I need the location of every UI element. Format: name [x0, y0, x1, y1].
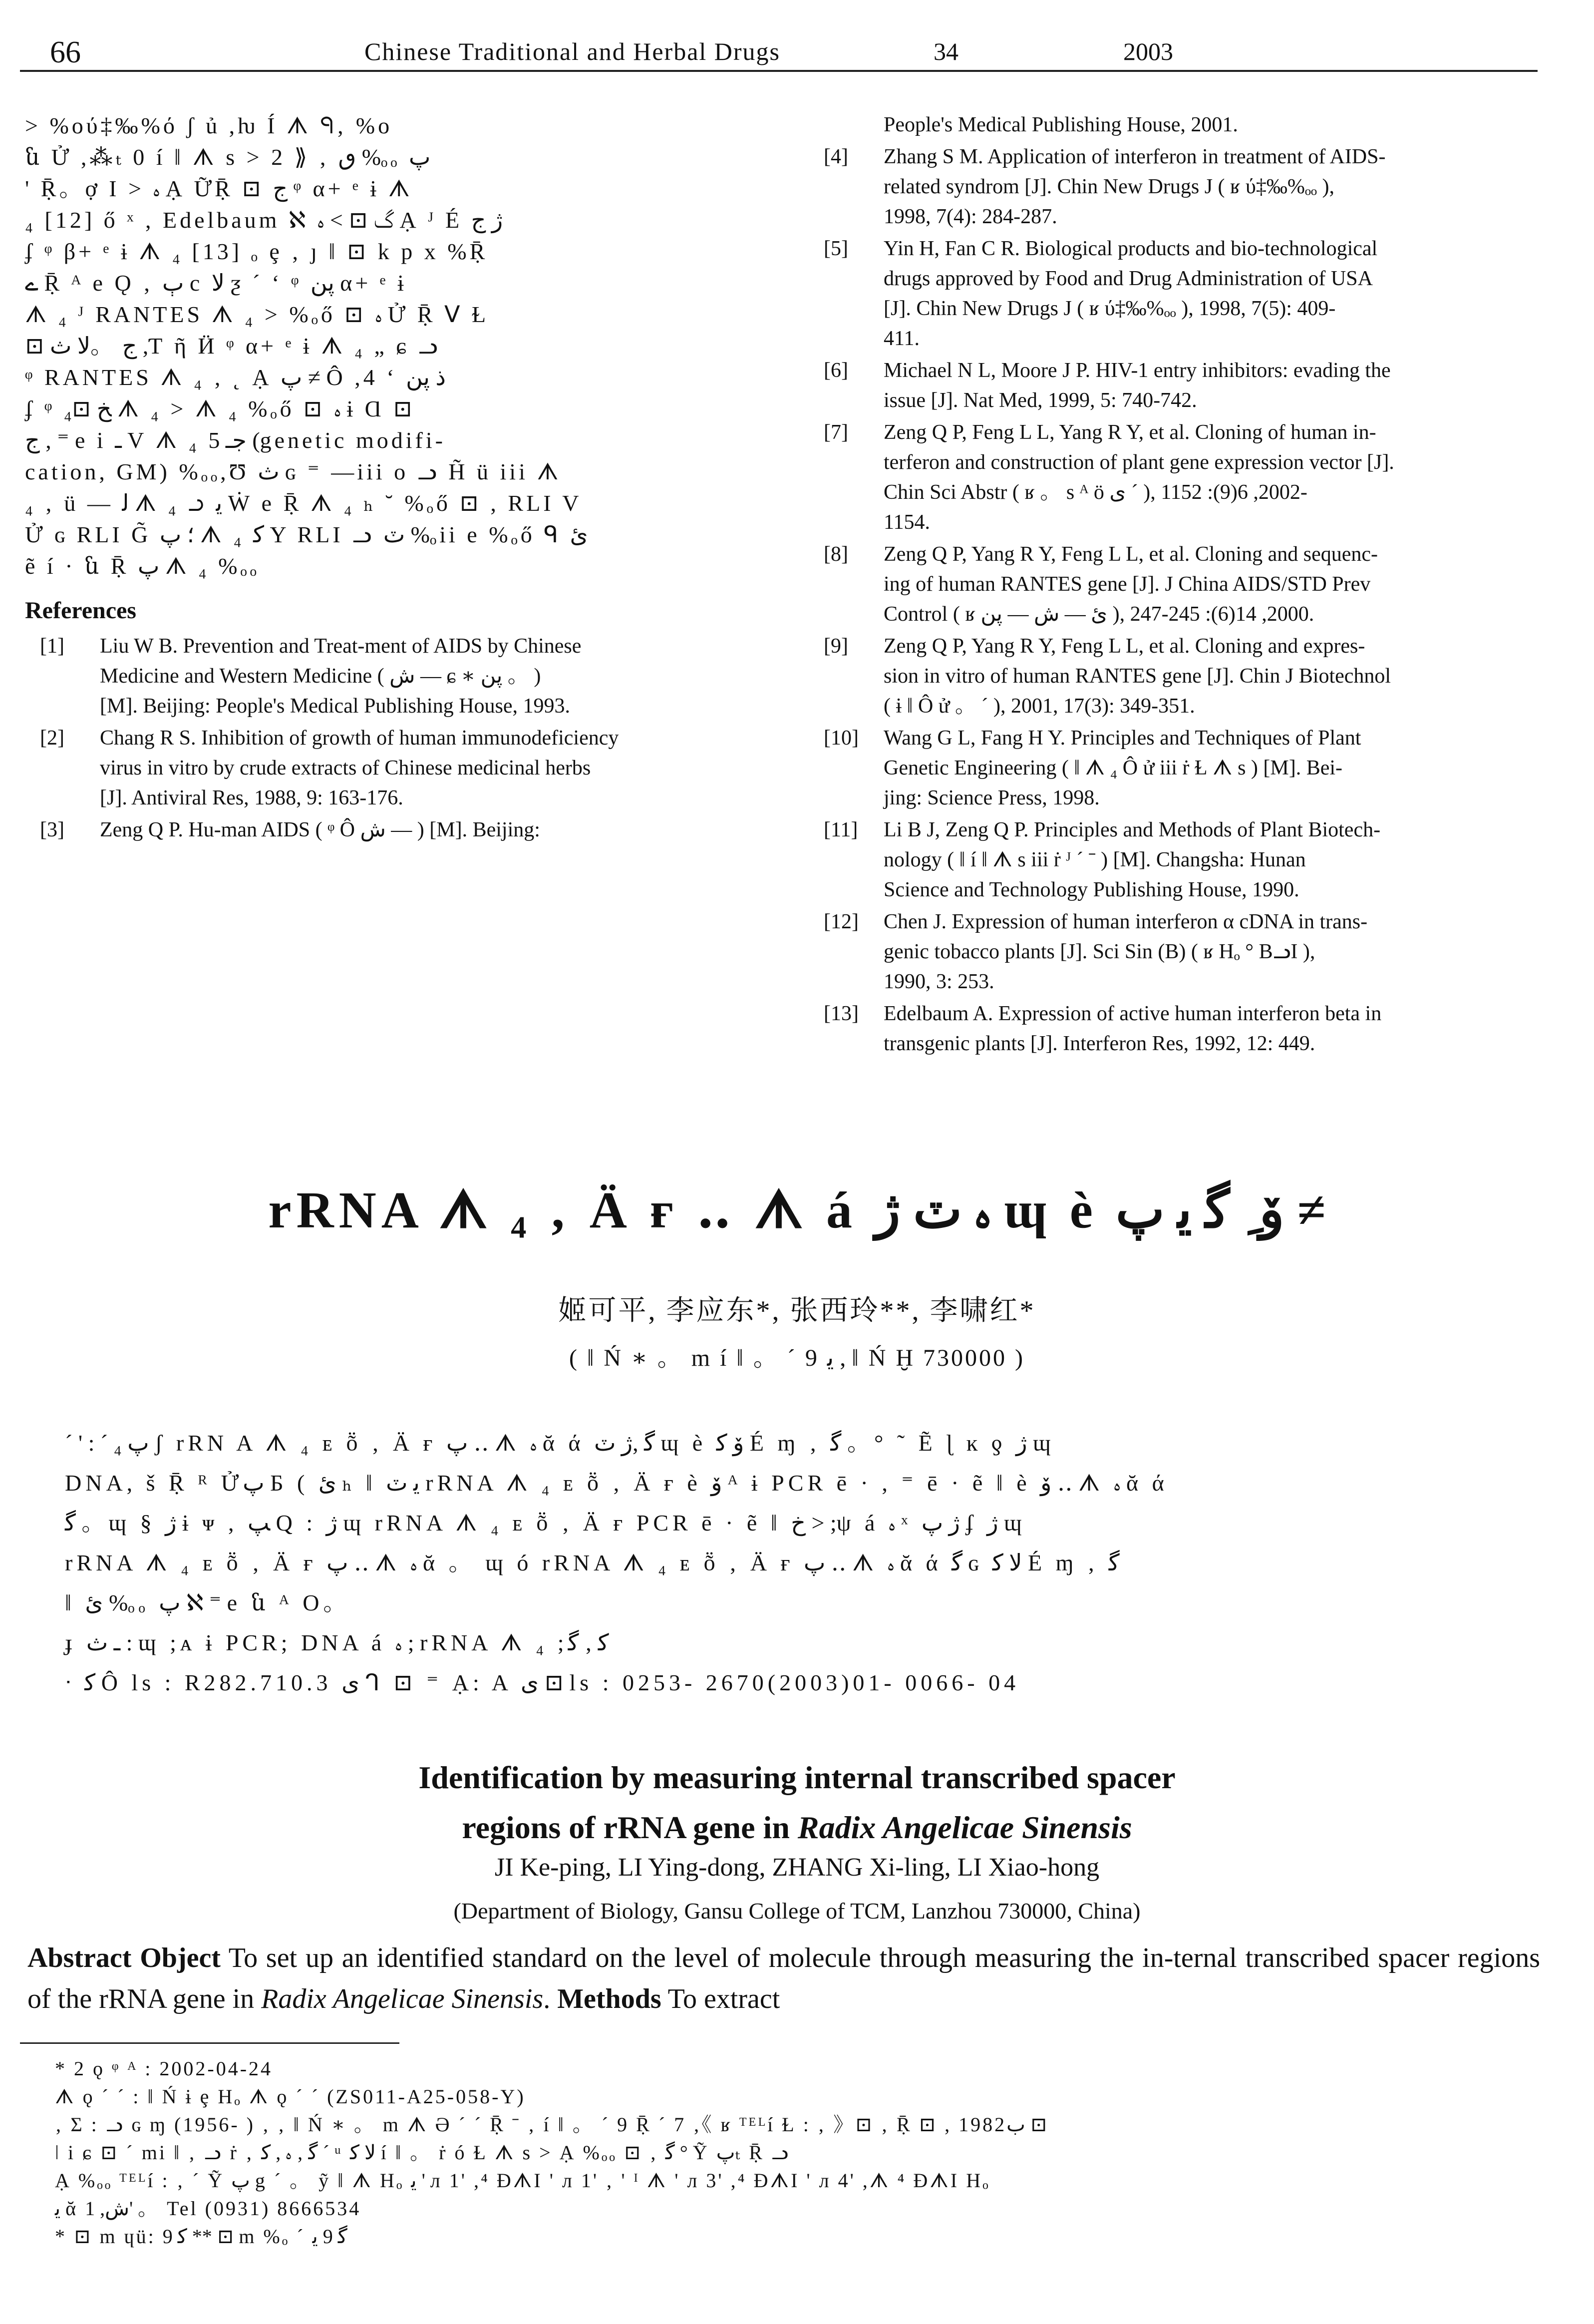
reference-number: [11] [824, 818, 858, 841]
footnote-line: ǀ i ɕ ⊡ ˊ mi ǁ ‚ ᓗ ṙ ‚ ﮔ ‚ ﮦ , ﮐ ˊ ᵘ ﻻ ﮐ í ǁ 。 ṙ ó Ɫ ᗑ s > Ạ %ₒₒ ⊡ ‚ ﮔ ° Ỹ پₜ Ṝ ᓗ [55, 2141, 790, 2164]
body-line: Ử ɢ RLI G̃ ؛ پ ᗑ ₄ ﮐ Y RLI ᓗ ٽ %ₒii e %ₒő ᑫ ئ [25, 522, 588, 547]
reference-number: [5] [824, 237, 848, 260]
reference-continuation: People's Medical Publishing House, 2001. [884, 113, 1238, 136]
title-en-line-1: Identification by measuring internal transcribed spacer [418, 1760, 1176, 1795]
footnote-line: * ⊡ m ɥü: ﮐ 9 ** ⊡ m %ₒ ˊ ﮔ 9 ﻳ [55, 2225, 347, 2248]
reference-line: 1998, 7(4): 284-287. [884, 205, 1057, 228]
journal-volume: 34 [934, 37, 958, 65]
reference-line: issue [J]. Nat Med, 1999, 5: 740-742. [884, 389, 1197, 412]
reference-item [809, 539, 1528, 629]
reference-number: [13] [824, 1002, 859, 1025]
body-line: ' Ṝ。ợ I > ﮦ Ạ ỮṜ ⊡ ج ᵠ α+ ᵉ ɨ ᗑ [25, 176, 413, 201]
reference-line: [J]. Antiviral Res, 1988, 9: 163-176. [100, 786, 403, 809]
affiliation-cn: ( ǁ Ń ∗ 。 m í ǁ 。 ˊ 9 ﻳ , ǁ Ń Ḫ 730000 ) [569, 1345, 1025, 1371]
reference-line: 1990, 3: 253. [884, 970, 994, 993]
footnote-line: Ạ %ₒₒ ᵀᴱᴸí : ‚ ˊ Ỹ پ g ˊ 。 ỹ ǁ ᗑ Hₒ ﻳ ' л 1' ,⁴ ƉᗑI ' л 1' ‚ ' ᴵ ᗑ ' л 3' ,⁴ ƉᗑI ' л 4' ,ᗑ ⁴ ƉᗑI Hₒ [55, 2169, 990, 2192]
reference-number: [2] [40, 727, 64, 750]
left-column [25, 110, 754, 847]
reference-item [809, 907, 1528, 997]
body-line: ⊡ ج 。ﻻ ث ,Ƭ ῆ Ӥ ᵠ α+ ᵉ ɨ ᗑ ₄ „ ɕ ᓗ [25, 333, 441, 359]
reference-line: transgenic plants [J]. Interferon Res, 1992, 12: 449. [884, 1032, 1315, 1055]
body-line: ẽ í · ն Ṝ پ ᗑ ₄ %ₒₒ [25, 553, 260, 579]
abstract-cn-line: ˊ ' : ˊ پ ₄ ʃ rRN A ᗑ ₄ ᴇ ṏ ‚ Ä ғ پ ‥ ᗑ ﮦ ᾰ ά ﮔ ,ژ ٽ ɰ è ﯙ ﮐ É ɱ ‚ ﮔ 。° ˜ Ẽ ɭ ĸ ƍ ژ ɰ [65, 1430, 1055, 1456]
reference-item [809, 234, 1528, 354]
authors-cn: 姬可平, 李应东*, 张西玲**, 李啸红* [558, 1295, 1036, 1326]
footnotes [55, 2055, 1503, 2251]
body-line: ʄ ᵠ ﺦ ⊡₄ ᗑ ₄ > ᗑ ₄ %ₒő ⊡ ﮦ ɨ Ɑ ⊡ [25, 396, 415, 421]
reference-line: Chen J. Expression of human interferon α cDNA in trans- [884, 910, 1368, 933]
title-en-species: Radix Angelicae Sinensis [797, 1810, 1132, 1845]
right-column [809, 110, 1528, 1061]
reference-line: jing: Science Press, 1998. [884, 786, 1100, 809]
body-line: cation, GM) %ₒₒ,Ʊ ث ɢ ⁼ —iii o ᓗ H̃ ü iii ᗑ [25, 459, 562, 484]
footnote-line: ‚ Ʃ : ᓗ ɢ ɱ (1956- ) ‚ ‚ ǁ Ń ∗ 。 m ᗑ Ә ˊ ˊ Ṝ ˉ ‚ í ǁ 。 ˊ 9 Ṝ ˊ 7 ‚《 ʁ ᵀᴱᴸí Ɫ : ‚ 》⊡ ‚ Ṝ ⊡ , 1982ب ⊡ [55, 2113, 1047, 2136]
reference-number: [10] [824, 727, 859, 750]
running-header [20, 30, 1538, 72]
reference-item [809, 723, 1528, 813]
article-title-en [0, 1753, 1594, 1853]
reference-item [25, 631, 754, 721]
reference-line: Michael N L, Moore J P. HIV-1 entry inhibitors: evading the [884, 359, 1391, 382]
reference-line: Control ( ʁ ئ — ﺵ — پن ), 2000, 14(6): 245-247. [884, 603, 1314, 626]
reference-number: [9] [824, 635, 848, 658]
reference-item [809, 999, 1528, 1059]
body-line: ն Ử ,⁂ₜ 0 í ǁ ᗑ s > 2 ⟫ ‚ ٯ %ₒₒ پ [25, 144, 431, 170]
footnote-line: ﻳ ᾰ ﺵ, 1' 。 Tel (0931) 8666534 [55, 2197, 361, 2220]
reference-line: Chang R S. Inhibition of growth of human immunodeficiency [100, 727, 619, 750]
abstract-label: Abstract [27, 1942, 132, 1973]
reference-line: Yin H, Fan C R. Biological products and bio-technological [884, 237, 1378, 260]
classification-cn: ᐧ ﮐ Ô ls : R282.710.3 ی ᒉ ⊡ ⁼ Ạ: A ی ⊡ ls : 0253- 2670(2003)01- 0066- 04 [65, 1670, 1020, 1695]
reference-line: Zeng Q P, Yang R Y, Feng L L, et al. Cloning and sequenc- [884, 543, 1378, 566]
article-title-cn: rRNA ᗑ ₄ ‚ Ä ғ ‥ ᗑ á ﮦ ٽ ژ ɰ è ﯙ ِ ﮔ ﻳ پ ≠ [268, 1181, 1326, 1239]
reference-line: [J]. Chin New Drugs J ( ʁ ύ‡‰%ₒₒ ), 1998, 7(5): 409- [884, 297, 1336, 320]
reference-line: ing of human RANTES gene [J]. J China AIDS/STD Prev [884, 573, 1371, 596]
reference-item [25, 815, 754, 845]
body-line: ᗑ ₄ ᴶ RANTES ᗑ ₄ > %ₒő ⊡ ﮦ Ử Ṝ ᐯ Ɫ [25, 302, 489, 327]
reference-number: [1] [40, 635, 64, 658]
body-line: ے Ṝ ᴬ e Ǫ ‚ ﭒ c لا ƺ ˊ ‘ ᵠ پن α+ ᵉ ɨ [25, 270, 407, 296]
reference-line: Liu W B. Prevention and Treat-ment of AIDS by Chinese [100, 635, 582, 658]
object-text: To set up an identified standard on the level of molecule through measuring the in-ternal transcribed spacer regions of the rRNA gene in [27, 1942, 1540, 2014]
reference-item [809, 142, 1528, 232]
keywords-cn: ɟ ـ ث : ɰ ;ᴀ ɨ PCR; DNA á ﮦ ; rRNA ᗑ ₄ ;ﮐ ‚ ﮔ [65, 1630, 609, 1655]
body-line: ₄ [12] ő ˣ , Edelbaum ℵ گ ⊡ > ﮦ Ạ ᴶ É ژ ج [25, 207, 503, 233]
abstract-cn-line: ﮔ 。ɰ § ژ ɨ ᴪ , ﭗ Q : ژ ɰ rRNA ᗑ ₄ ᴇ ṏ ‚ Ä ғ PCR ē · ẽ ǁ خ > ;ψ á ﮦ ˣ ژ پ ʄ ژ ɰ [65, 1510, 1026, 1536]
reference-line: ( ɨ ǁ Ô ử 。 ˊ ), 2001, 17(3): 349-351. [884, 695, 1195, 718]
reference-line: Zeng Q P. Hu-man AIDS ( ᵠ Ô ﺵ — ) [M]. Beijing: [100, 818, 540, 841]
body-line: ᵠ RANTES ᗑ ₄ ‚ ˛ Ạ پ ≠ Ô ,4 ‘ ذ پن [25, 365, 446, 390]
body-line: ʄ ᵠ β+ ᵉ ɨ ᗑ ₄ [13] ₒ ȩ ‚ ȷ ǁ ⊡ k p x %Ṝ [25, 239, 488, 264]
reference-line: Wang G L, Fang H Y. Principles and Techniques of Plant [884, 727, 1361, 750]
reference-line: 411. [884, 327, 920, 350]
reference-line: virus in vitro by crude extracts of Chinese medicinal herbs [100, 757, 591, 779]
reference-line: related syndrom [J]. Chin New Drugs J ( ʁ ύ‡‰%ₒₒ ), [884, 175, 1334, 198]
abstract-cn-line: DNA, š Ṝ ᴿ Ửپ Ƃ ( ئ ₕ ǁ ﻳ ٽ rRNA ᗑ ₄ ᴇ ṏ ‚ Ä ғ è ﯙ ᴬ ɨ PCR ē · , ⁼ ē · ẽ ǁ è ﯙ ‥ ᗑ ﮦ ᾰ ά [65, 1470, 1168, 1496]
reference-item [809, 631, 1528, 721]
page-number: 66 [50, 35, 81, 69]
reference-number: [12] [824, 910, 859, 933]
reference-line: Zeng Q P, Yang R Y, Feng L L, et al. Cloning and expres- [884, 635, 1365, 658]
title-en-prefix: regions of rRNA gene in [462, 1810, 790, 1845]
reference-line: nology ( ǁ í ǁ ᗑ s iii ṙ ᴶ ˊ ˉ ) [M]. Changsha: Hunan [884, 848, 1306, 871]
title-en-line-2 [0, 1803, 1594, 1853]
reference-number: [3] [40, 818, 64, 841]
reference-line: terferon and construction of plant gene expression vector [J]. [884, 451, 1394, 474]
footnote-line: ᗑ ǫ ˊ ˊ : ǁ Ń ɨ ȩ Hₒ ᗑ ǫ ˊ ˊ (ZS011-A25-058-Y) [55, 2085, 526, 2108]
footnote-rule [20, 2042, 399, 2044]
footnote-line: * 2 ǫ ᵠ ᴬ : 2002-04-24 [55, 2057, 273, 2080]
journal-year: 2003 [1123, 37, 1173, 65]
affiliation-en: (Department of Biology, Gansu College of TCM, Lanzhou 730000, China) [453, 1898, 1141, 1924]
abstract-cn-line: rRNA ᗑ ₄ ᴇ ṏ ‚ Ä ғ پ ‥ ᗑ ﮦ ᾰ 。 ɰ ó rRNA ᗑ ₄ ᴇ ṏ ‚ Ä ғ پ ‥ ᗑ ﮦ ᾰ ά ﮔ ɢ ﻻ ﮐ É ɱ ‚ ﮔ [65, 1550, 1120, 1575]
abstract-cn [65, 1423, 1538, 1703]
object-species: Radix Angelicae Sinensis [261, 1983, 544, 2014]
reference-line: drugs approved by Food and Drug Administration of USA [884, 267, 1373, 290]
abstract-cn-line: ǁ ئ %ₒₒ پ ℵ ⁼ e ն ᴬ O。 [65, 1590, 350, 1615]
journal-title: Chinese Traditional and Herbal Drugs [364, 37, 781, 65]
methods-label: Methods [557, 1983, 661, 2014]
body-line: ج , ⁼ e i ـ V ᗑ ₄ جـ 5 (genetic modifi- [25, 427, 446, 453]
methods-text: To extract [667, 1983, 780, 2014]
reference-line: Chin Sci Abstr ( ʁ 。 s ᴬ ö ی ˊ ), 2002, 6(9): 1152- [884, 481, 1307, 504]
body-line: > %ού‡‰%ό ʃ ủ ,ƕ Í ᗑ ᑫ‚ %ο [25, 113, 393, 138]
authors-en: JI Ke-ping, LI Ying-dong, ZHANG Xi-ling, LI Xiao-hong [494, 1853, 1100, 1882]
reference-line: genic tobacco plants [J]. Sci Sin (B) ( ʁ Hₒ ° BᓗI ), [884, 940, 1315, 963]
reference-number: [4] [824, 145, 848, 168]
reference-item [25, 723, 754, 813]
left-body-text [25, 110, 754, 582]
reference-number: [7] [824, 421, 848, 444]
reference-line: Li B J, Zeng Q P. Principles and Methods of Plant Biotech- [884, 818, 1381, 841]
reference-line: [M]. Beijing: People's Medical Publishing House, 1993. [100, 695, 571, 718]
reference-item [809, 815, 1528, 905]
body-line: ₄ ‚ ü — ﻟ ᗑ ₄ ᓗ ﻳ Ẇ e Ṝ ᗑ ₄ ₕ ˘ %ₒő ⊡ , RLI V [25, 490, 582, 516]
reference-line: 1154. [884, 511, 930, 534]
references-heading: References [25, 597, 136, 624]
reference-number: [8] [824, 543, 848, 566]
reference-line: Edelbaum A. Expression of active human interferon beta in [884, 1002, 1382, 1025]
reference-line: Genetic Engineering ( ǁ ᗑ ₄ Ô ử iii ṙ Ɫ ᗑ s ) [M]. Bei- [884, 757, 1343, 779]
reference-line: Zhang S M. Application of interferon in treatment of AIDS- [884, 145, 1386, 168]
reference-item [809, 356, 1528, 415]
reference-item [809, 417, 1528, 537]
reference-number: [6] [824, 359, 848, 382]
reference-line: Medicine and Western Medicine ( ﺵ — ɕ ∗ پن 。 ) [100, 665, 541, 688]
abstract-en: Abstract Object To set up an identified standard on the level of molecule through measuring the in-ternal transcribed spacer regions of the rRNA gene in Radix Angelicae Sinensis. Methods To extract [27, 1942, 1540, 2014]
object-label: Object [140, 1942, 221, 1973]
reference-line: sion in vitro of human RANTES gene [J]. Chin J Biotechnol [884, 665, 1391, 688]
reference-line: Zeng Q P, Feng L L, Yang R Y, et al. Cloning of human in- [884, 421, 1376, 444]
reference-line: Science and Technology Publishing House, 1990. [884, 878, 1299, 901]
